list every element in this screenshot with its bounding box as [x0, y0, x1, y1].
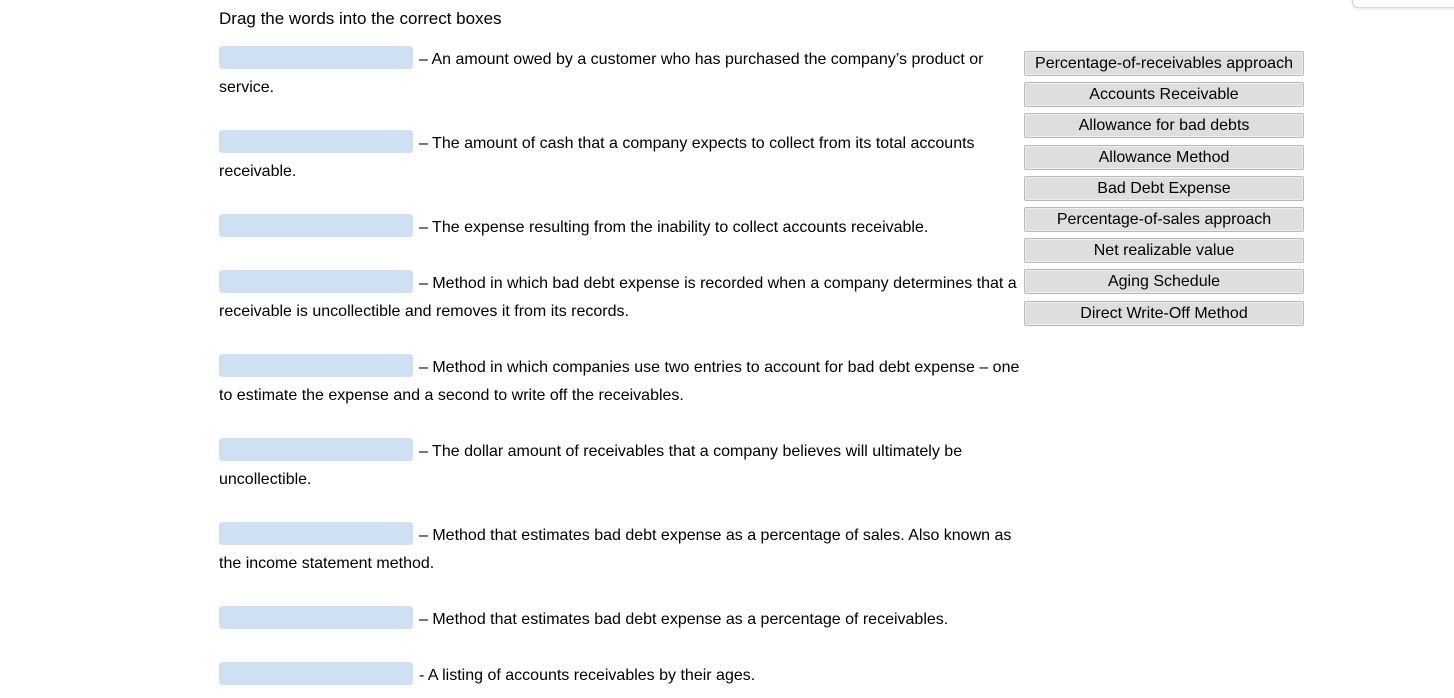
question-definition: – An amount owed by a customer who has purchased the company’s product or service.: [219, 51, 984, 96]
draggable-word[interactable]: Bad Debt Expense: [1024, 176, 1304, 201]
word-bank: [1024, 51, 1304, 332]
draggable-word[interactable]: Allowance for bad debts: [1024, 113, 1304, 138]
drop-box[interactable]: [219, 354, 413, 377]
drop-box[interactable]: [219, 662, 413, 685]
question-item: [219, 270, 1021, 354]
drop-box[interactable]: [219, 438, 413, 461]
drop-box[interactable]: [219, 522, 413, 545]
draggable-word[interactable]: Direct Write-Off Method: [1024, 301, 1304, 326]
draggable-word[interactable]: Net realizable value: [1024, 238, 1304, 263]
question-item: [219, 438, 1021, 522]
question-item: [219, 662, 1021, 698]
question-definition: – Method in which bad debt expense is recorded when a company determines that a receivable is uncollectible and removes it from its records.: [219, 275, 1017, 320]
question-definition: – Method that estimates bad debt expense as a percentage of receivables.: [419, 611, 949, 628]
drop-box[interactable]: [219, 46, 413, 69]
question-item: [219, 354, 1021, 438]
draggable-word[interactable]: Accounts Receivable: [1024, 82, 1304, 107]
draggable-word[interactable]: Percentage-of-receivables approach: [1024, 51, 1304, 76]
question-definition: – The expense resulting from the inability to collect accounts receivable.: [419, 219, 929, 236]
question-definition: – Method in which companies use two entries to account for bad debt expense – one to estimate the expense and a second to write off the receivables.: [219, 359, 1020, 404]
question-definition: – Method that estimates bad debt expense as a percentage of sales. Also known as the income statement method.: [219, 527, 1012, 572]
instruction-text: Drag the words into the correct boxes: [219, 9, 502, 28]
drop-box[interactable]: [219, 606, 413, 629]
corner-tab[interactable]: [1352, 0, 1454, 8]
draggable-word[interactable]: Allowance Method: [1024, 145, 1304, 170]
question-definition: – The amount of cash that a company expects to collect from its total accounts receivable.: [219, 135, 975, 180]
question-item: [219, 130, 1021, 214]
question-item: [219, 214, 1021, 270]
draggable-word[interactable]: Percentage-of-sales approach: [1024, 207, 1304, 232]
question-definition: – The dollar amount of receivables that a company believes will ultimately be uncollectible.: [219, 443, 963, 488]
draggable-word[interactable]: Aging Schedule: [1024, 269, 1304, 294]
question-definition: - A listing of accounts receivables by their ages.: [419, 667, 756, 684]
drop-box[interactable]: [219, 270, 413, 293]
drop-box[interactable]: [219, 214, 413, 237]
question-item: [219, 46, 1021, 130]
drop-box[interactable]: [219, 130, 413, 153]
question-list: [219, 46, 1021, 698]
question-item: [219, 606, 1021, 662]
question-item: [219, 522, 1021, 606]
